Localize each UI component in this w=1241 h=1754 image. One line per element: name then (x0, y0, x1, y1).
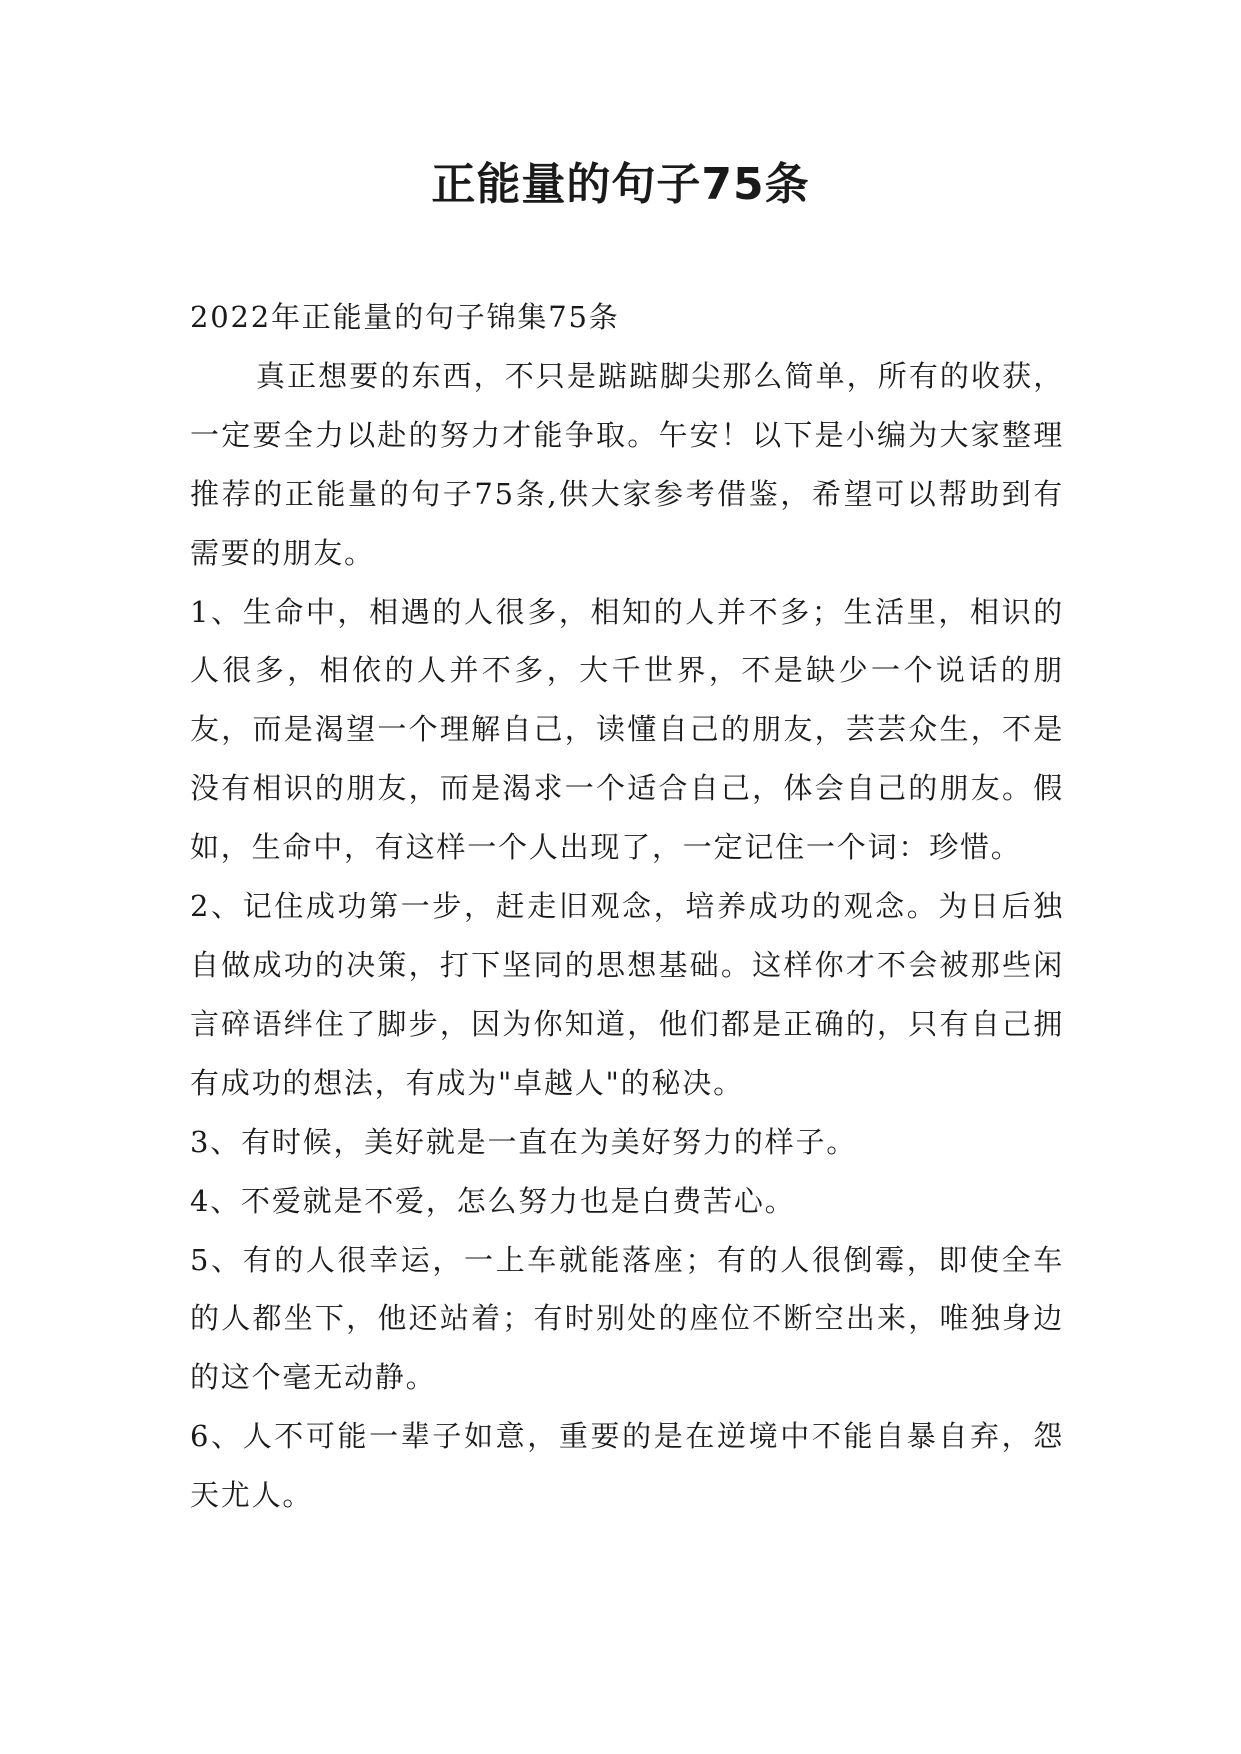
document-subtitle: 2022年正能量的句子锦集75条 (190, 300, 620, 334)
document-body (190, 288, 1064, 1525)
list-item-5: 5、有的人很幸运，一上车就能落座；有的人很倒霉，即使全车的人都坐下，他还站着；有时别处的座位不断空出来，唯独身边的这个毫无动静。 (190, 1242, 1064, 1395)
list-item-6: 6、人不可能一辈子如意，重要的是在逆境中不能自暴自弃，怨天尤人。 (190, 1419, 1064, 1513)
list-item-4: 4、不爱就是不爱，怎么努力也是白费苦心。 (190, 1183, 796, 1218)
list-item-1: 1、生命中，相遇的人很多，相知的人并不多；生活里，相识的人很多，相依的人并不多，大千世界，不是缺少一个说话的朋友，而是渴望一个理解自己，读懂自己的朋友，芸芸众生，不是没有相识的朋友，而是渴求一个适合自己，体会自己的朋友。假如，生命中，有这样一个人出现了，一定记住一个词：珍惜。 (190, 594, 1064, 865)
list-item-2: 2、记住成功第一步，赶走旧观念，培养成功的观念。为日后独自做成功的决策，打下坚同的思想基础。这样你才不会被那些闲言碎语绊住了脚步，因为你知道，他们都是正确的，只有自己拥有成功的想法，有成为"卓越人"的秘决。 (190, 889, 1064, 1100)
list-item-3: 3、有时候，美好就是一直在为美好努力的样子。 (190, 1124, 858, 1159)
intro-paragraph: 真正想要的东西，不只是踮踮脚尖那么简单，所有的收获，一定要全力以赴的努力才能争取。午安！以下是小编为大家整理推荐的正能量的句子75条,供大家参考借鉴，希望可以帮助到有需要的朋友。 (190, 358, 1064, 570)
document-title: 正能量的句子75条 (431, 159, 810, 210)
